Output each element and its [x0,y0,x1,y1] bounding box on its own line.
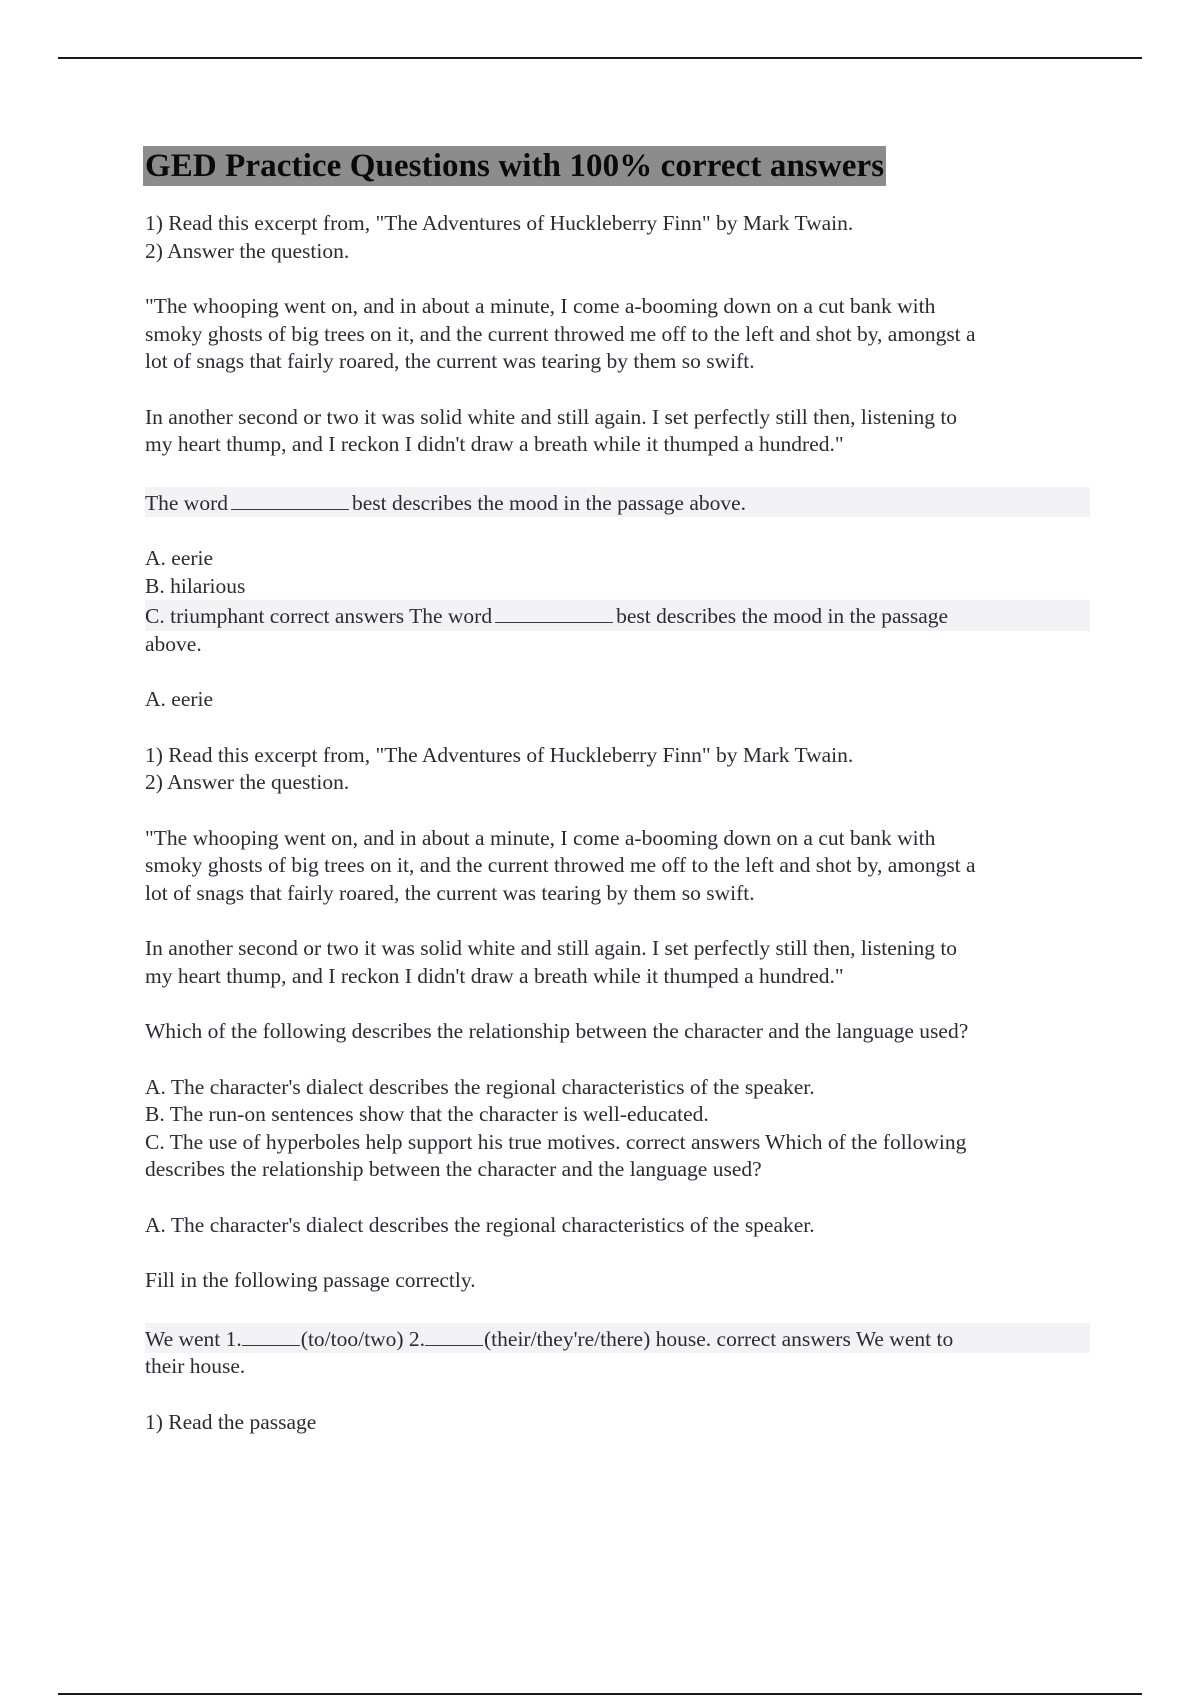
passage-line: lot of snags that fairly roared, the current was tearing by them so swift. [145,349,755,373]
question-text-post: best describes the mood in the passage above. [352,490,747,515]
passage-line: smoky ghosts of big trees on it, and the current throwed me off to the left and shot by, amongst a [145,853,976,877]
q1-passage-paragraph-1 [145,293,1090,376]
q3-passage [145,1323,1090,1381]
q1-passage-paragraph-2 [145,404,1090,459]
option-b: B. The run-on sentences show that the character is well-educated. [145,1102,709,1126]
passage-line: my heart thump, and I reckon I didn't draw a breath while it thumped a hundred." [145,432,844,456]
fill-blank [425,1323,483,1346]
passage-line: "The whooping went on, and in about a minute, I come a-booming down on a cut bank with [145,294,936,318]
passage-line: In another second or two it was solid white and still again. I set perfectly still then, listening to [145,936,958,960]
option-c-continued: describes the relationship between the character and the language used? [145,1157,762,1181]
fill-blank [242,1323,300,1346]
q1-answer [145,686,1090,714]
passage-line: "The whooping went on, and in about a minute, I come a-booming down on a cut bank with [145,825,936,850]
answer-text: A. The character's dialect describes the regional characteristics of the speaker. [145,1212,815,1237]
q1-instruction-read: 1) Read this excerpt from, "The Adventures of Huckleberry Finn" by Mark Twain. [145,211,854,235]
option-c-text-post: best describes the mood in the passage [616,604,949,628]
q4-instructions [145,1409,1090,1437]
question-text-pre: The word [145,490,228,515]
q1-instruction-answer: 2) Answer the question. [145,238,350,263]
q3-instruction [145,1267,1090,1295]
q1-instructions [145,210,1090,265]
q2-passage-paragraph-2 [145,935,1090,990]
fill-blank [231,487,349,510]
fill-in-continued: their house. [145,1354,246,1378]
option-c: C. The use of hyperboles help support his true motives. correct answers Which of the following [145,1129,967,1154]
q2-options [145,1074,1090,1184]
q1-question [145,487,1090,518]
q2-answer [145,1212,1090,1240]
q2-instruction-answer: 2) Answer the question. [145,770,350,794]
option-a: A. The character's dialect describes the regional characteristics of the speaker. [145,1074,815,1099]
option-b: B. hilarious [145,573,246,598]
document-body [145,146,1090,1464]
option-c-continued: above. [145,631,202,656]
fill-segment-2: (to/too/two) 2. [300,1326,426,1351]
q2-instructions [145,742,1090,797]
fill-blank [495,600,613,623]
question-line: Which of the following describes the relationship between the character and the language used? [145,1019,969,1043]
q2-question [145,1018,1090,1046]
page-title: GED Practice Questions with 100% correct answers [145,148,885,184]
passage-line: In another second or two it was solid white and still again. I set perfectly still then, listening to [145,404,958,429]
passage-line: my heart thump, and I reckon I didn't draw a breath while it thumped a hundred." [145,963,844,988]
instruction-text: Fill in the following passage correctly. [145,1268,476,1292]
top-rule [58,57,1142,59]
bottom-rule [58,1693,1142,1695]
option-c-text-pre: C. triumphant correct answers The word [145,604,493,628]
passage-line: lot of snags that fairly roared, the current was tearing by them so swift. [145,880,755,905]
q1-options [145,545,1090,658]
option-c [145,600,1090,631]
q2-instruction-read: 1) Read this excerpt from, "The Adventures of Huckleberry Finn" by Mark Twain. [145,742,854,767]
answer-text: A. eerie [145,687,214,711]
question-line [145,487,1090,518]
fill-segment-3: (their/they're/there) house. correct answers We went to [484,1326,954,1351]
fill-segment-1: We went 1. [145,1326,242,1351]
q4-instruction-read: 1) Read the passage [145,1409,317,1434]
q2-passage-paragraph-1 [145,825,1090,908]
passage-line: smoky ghosts of big trees on it, and the current throwed me off to the left and shot by, amongst a [145,321,976,346]
option-a: A. eerie [145,546,214,570]
fill-in-line [145,1323,1090,1354]
